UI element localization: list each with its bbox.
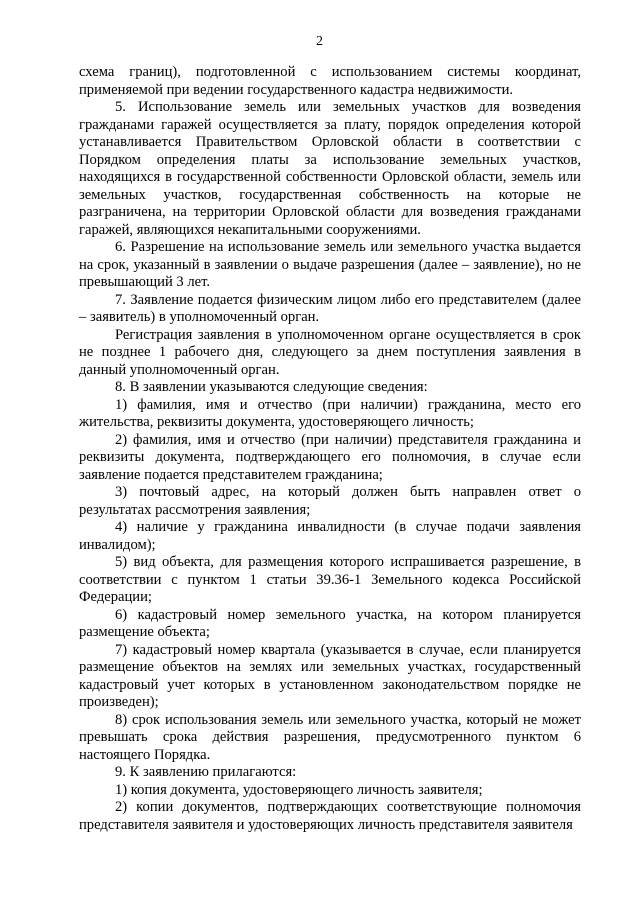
paragraph-item-8: 8. В заявлении указываются следующие сведения:	[115, 379, 428, 395]
list-item-8-6: 6) кадастровый номер земельного участка, на котором планируется размещение объекта;	[79, 606, 581, 640]
page-number: 2	[316, 34, 323, 49]
paragraph-item-9: 9. К заявлению прилагаются:	[115, 764, 297, 780]
list-item-8-8: 8) срок использования земель или земельного участка, который не может превышать срока действия разрешения, предусмотренного пунктом 6 настоящего Порядка.	[79, 711, 581, 763]
list-item-8-5: 5) вид объекта, для размещения которого испрашивается разрешение, в соответствии с пунктом 1 статьи 39.36-1 Земельного кодекса Российской Федерации;	[79, 554, 581, 605]
paragraph-item-5: 5. Использование земель или земельных участков для возведения гражданами гаражей осуществляется за плату, порядок определения которой устанавливается Правительством Орловской области в соответствии с Порядком определения платы за использование земельных участков, находящихся в государственной собственности Орловской области, земель или земельных участков, государственная собственность на которые не разграничена, на территории Орловской области для возведения гражданами гаражей, являющихся некапитальными сооружениями.	[79, 99, 581, 238]
paragraph-item-7: 7. Заявление подается физическим лицом либо его представителем (далее – заявитель) в уполномоченный орган.	[79, 291, 581, 325]
list-item-9-2: 2) копии документов, подтверждающих соответствующие полномочия представителя заявителя и удостоверяющих личность представителя заявителя	[79, 799, 581, 833]
paragraph-registration: Регистрация заявления в уполномоченном органе осуществляется в срок не позднее 1 рабочего дня, следующего за днем поступления заявления в данный уполномоченный орган.	[79, 326, 581, 378]
list-item-8-3: 3) почтовый адрес, на который должен быть направлен ответ о результатах рассмотрения заявления;	[79, 484, 581, 518]
list-item-8-4: 4) наличие у гражданина инвалидности (в случае подачи заявления инвалидом);	[79, 519, 581, 553]
paragraph-item-6: 6. Разрешение на использование земель или земельного участка выдается на срок, указанный в заявлении о выдаче разрешения (далее – заявление), но не превышающий 3 лет.	[79, 239, 581, 290]
list-item-8-2: 2) фамилия, имя и отчество (при наличии) представителя гражданина и реквизиты документа, подтверждающего его полномочия, в случае если заявление подается представителем гражданина;	[79, 431, 581, 483]
paragraph-continuation: схема границ), подготовленной с использованием системы координат, применяемой при ведении государственного кадастра недвижимости.	[79, 64, 581, 98]
list-item-9-1: 1) копия документа, удостоверяющего личность заявителя;	[115, 781, 483, 798]
document-body	[79, 64, 581, 834]
list-item-8-1: 1) фамилия, имя и отчество (при наличии) гражданина, место его жительства, реквизиты документа, удостоверяющего личность;	[79, 396, 581, 430]
list-item-8-7: 7) кадастровый номер квартала (указывается в случае, если планируется размещение объектов на землях или земельных участках, государственный кадастровый учет которых в установленном законодательством порядке не произведен);	[79, 641, 581, 710]
